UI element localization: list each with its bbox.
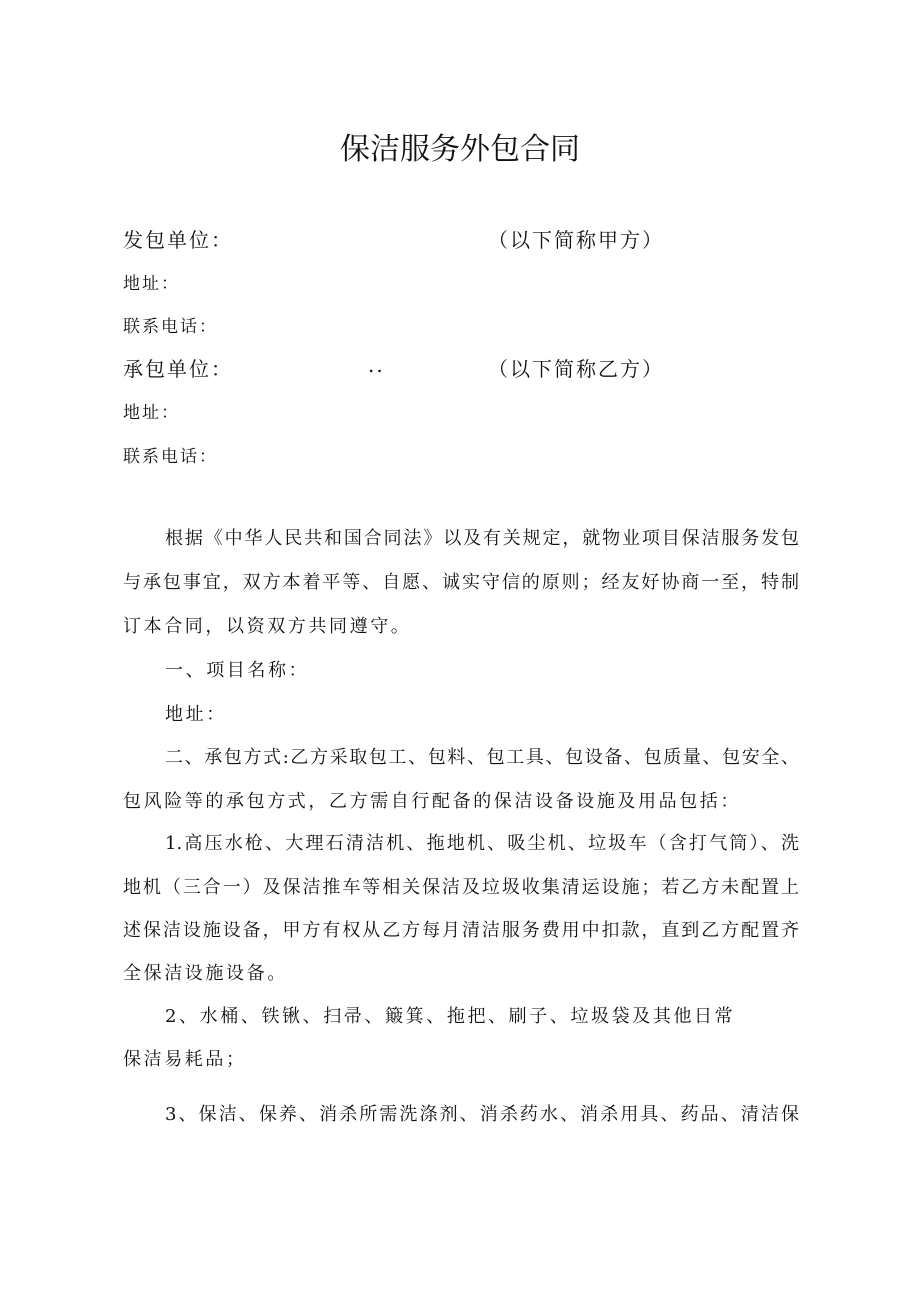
item1-address: 地址： <box>165 704 227 725</box>
sub1-line-1: 1.高压水枪、大理石清洁机、拖地机、吸尘机、垃圾车（含打气筒）、洗 <box>165 833 799 854</box>
party-a-label: 发包单位： <box>123 228 233 252</box>
intro-line-2: 与承包事宜，双方本着平等、自愿、诚实守信的原则；经友好协商一至，特制 <box>123 572 799 593</box>
party-b-address: 地址： <box>123 403 180 423</box>
party-a-note: （以下简称甲方） <box>488 228 664 252</box>
party-b-dots: .. <box>368 353 385 377</box>
sub3-line-1: 3、保洁、保养、消杀所需洗涤剂、消杀药水、消杀用具、药品、清洁保 <box>165 1104 799 1125</box>
party-b-note: （以下简称乙方） <box>488 357 664 381</box>
sub2-line-2: 保洁易耗品； <box>123 1049 247 1070</box>
intro-line-3: 订本合同，以资双方共同遵守。 <box>123 616 412 637</box>
party-a-phone: 联系电话： <box>123 317 218 337</box>
party-a-address: 地址： <box>123 274 180 294</box>
party-b-label: 承包单位： <box>123 357 233 381</box>
item2-line-1: 二、承包方式:乙方采取包工、包料、包工具、包设备、包质量、包安全、 <box>165 747 799 768</box>
sub2-line-1: 2、水桶、铁锹、扫帚、簸箕、拖把、刷子、垃圾袋及其他日常 <box>165 1006 736 1027</box>
intro-line-1: 根据《中华人民共和国合同法》以及有关规定，就物业项目保洁服务发包 <box>165 528 799 549</box>
sub1-line-2: 地机（三合一）及保洁推车等相关保洁及垃圾收集清运设施；若乙方未配置上 <box>123 877 799 898</box>
party-b-phone: 联系电话： <box>123 447 218 467</box>
sub1-line-4: 全保洁设施设备。 <box>123 963 288 984</box>
item2-line-2: 包风险等的承包方式，乙方需自行配备的保洁设备设施及用品包括： <box>123 791 741 812</box>
sub1-line-3: 述保洁设施设备，甲方有权从乙方每月清洁服务费用中扣款，直到乙方配置齐 <box>123 920 799 941</box>
item1-title: 一、项目名称： <box>165 660 310 681</box>
document-title: 保洁服务外包合同 <box>340 132 580 167</box>
